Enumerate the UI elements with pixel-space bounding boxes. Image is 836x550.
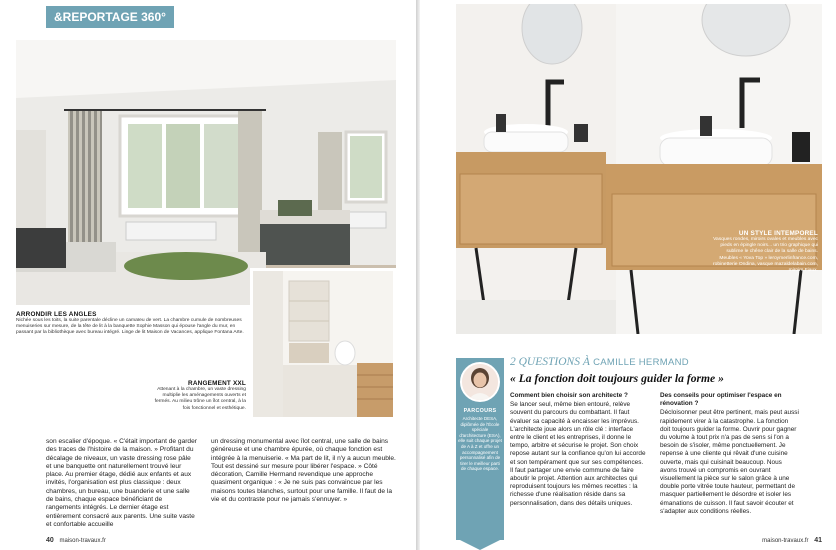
page-number: 41 [814, 537, 822, 544]
qa-item [660, 392, 800, 516]
qa-kicker [510, 356, 689, 368]
page-number: 40 [46, 537, 54, 544]
qa-item [510, 392, 646, 508]
qa-question: Comment bien choisir son architecte ? [510, 392, 628, 399]
caption-title: ARRONDIR LES ANGLES [16, 311, 97, 318]
profile-band-point [456, 538, 504, 550]
profile-text [458, 408, 502, 472]
section-tag: &REPORTAGE 360° [46, 6, 174, 28]
kicker-part-1: 2 QUESTIONS À [510, 356, 590, 368]
bedroom-illustration [16, 40, 396, 305]
dressing-illustration [253, 271, 393, 417]
qa-answer: Décloisonner peut être pertinent, mais peut aussi rapidement virer à la catastrophe. La fonction doit toujours guider la forme. Ouvrir pour gagner du volume à tout prix n'a pas de sens si l'on a besoin de s'isoler, même ponctuellement. Je repense à une cliente qui rêvait d'une cuisine ouverte, mais qui cuisinait beaucoup. Nous avons trouvé un compromis en ouvrant visuellement la pièce sur le salon grâce à une double porte vitrée toute hauteur, permettant de masquer partiellement le désordre et isoler les émanations de cuisson. Il faut savoir écouter et s'adapter aux conditions réelles. [660, 409, 799, 515]
caption-title: RANGEMENT XXL [188, 380, 246, 387]
left-page [0, 0, 416, 550]
qa-headline: « La fonction doit toujours guider la forme » [510, 372, 724, 385]
caption-rangement [152, 380, 246, 412]
profile-title: PARCOURS [463, 408, 497, 414]
bedroom-photo [16, 40, 396, 305]
caption-body: Vasques rondes, miroirs ovales et meubles avec pieds en épingle noirs... un trio graphique qui sublime le chêne clair de la salle de bains. Meubles « Yova Top » leroymerlinfrance.com, robinetterie Ondina, vasque mazaldelabain.com, miroirs Fiaux. [713, 237, 818, 274]
kicker-part-2: CAMILLE HERMAND [593, 357, 689, 368]
page-folio [46, 537, 106, 544]
portrait-icon [462, 364, 498, 400]
caption-arrondir [16, 311, 244, 337]
caption-body: Nichée sous les toits, la suite parentale décline un camaïeu de vert. La chambre cumule de nombreuses menuiseries sur mesure, de la tête de lit à la banquette Sophie Masson qui épouse l'angle du mur, en passant par la bibliothèque avec bureau intégré. Linge de lit Maison de Vacances, applique Fontana Arte. [16, 318, 244, 336]
body-text-column: un dressing monumental avec îlot central, une salle de bains généreuse et une chambre épurée, où chaque fonction est intégrée à la menuiserie. « Ma part de lit, il n'y a aucun meuble. Tout est dessiné sur mesure pour libérer l'espace. » Côté décoration, Camille Hermand revendique une approche quasiment organique : « Je ne suis pas convaincue par les maisons toutes blanches, surtout pour une famille. Il faut de la vie et du contraste pour ne jamais s'ennuyer. » [211, 438, 396, 504]
right-page [420, 0, 836, 550]
folio-source: maison-travaux.fr [762, 538, 809, 544]
dressing-photo [250, 268, 396, 420]
bathroom-illustration [456, 4, 822, 334]
page-folio [762, 537, 822, 544]
caption-title: UN STYLE INTEMPOREL [738, 230, 818, 237]
qa-answer: Se lancer seul, même bien entouré, relève souvent du parcours du combattant. Il faut évaluer sa capacité à encaisser les imprévus. L'architecte joue alors un rôle clé : interface entre le client et les entreprises, il donne le tempo, arbitre et sécurise le projet. Son choix repose autant sur la confiance qu'on lui accorde et son tempérament que sur ses compétences. Il faut partager une envie commune de faire aboutir le projet. Attention aux architectes qui reproduisent toujours les mêmes recettes : la richesse d'une réalisation réside dans sa personnalisation, dans des détails uniques. [510, 401, 646, 507]
avatar [460, 362, 500, 402]
qa-question: Des conseils pour optimiser l'espace en rénovation ? [660, 392, 782, 408]
caption-intemporel [710, 230, 818, 274]
body-text-column: son escalier d'époque. « C'était important de garder des traces de l'histoire de la maison. » Profitant du décalage de niveaux, un vaste dressing rose pâle et une banquette ont naturellement trouvé leur place. Au premier étage, dédié aux enfants et aux invités, l'organisation est plus classique : deux chambres, un bureau, une buanderie et une salle de bains, chaque espace bénéficiant de rangements intégrés. Le dernier étage est entièrement consacré aux parents. Une suite vaste et confortable accueille [46, 438, 197, 528]
folio-source: maison-travaux.fr [59, 538, 106, 544]
caption-body: Attenant à la chambre, un vaste dressing multiplie les aménagements ouverts et fermés. Au milieu trône un îlot central, à la fois fonctionnel et esthétique. [154, 387, 246, 411]
profile-body: Architecte DESA, diplômée de l'École spéciale d'architecture (ESA), elle suit chaque projet de A à Z et offre un accompagnement personnalisé afin de tirer le meilleur parti de chaque espace. [458, 416, 502, 472]
bathroom-photo [456, 4, 822, 334]
